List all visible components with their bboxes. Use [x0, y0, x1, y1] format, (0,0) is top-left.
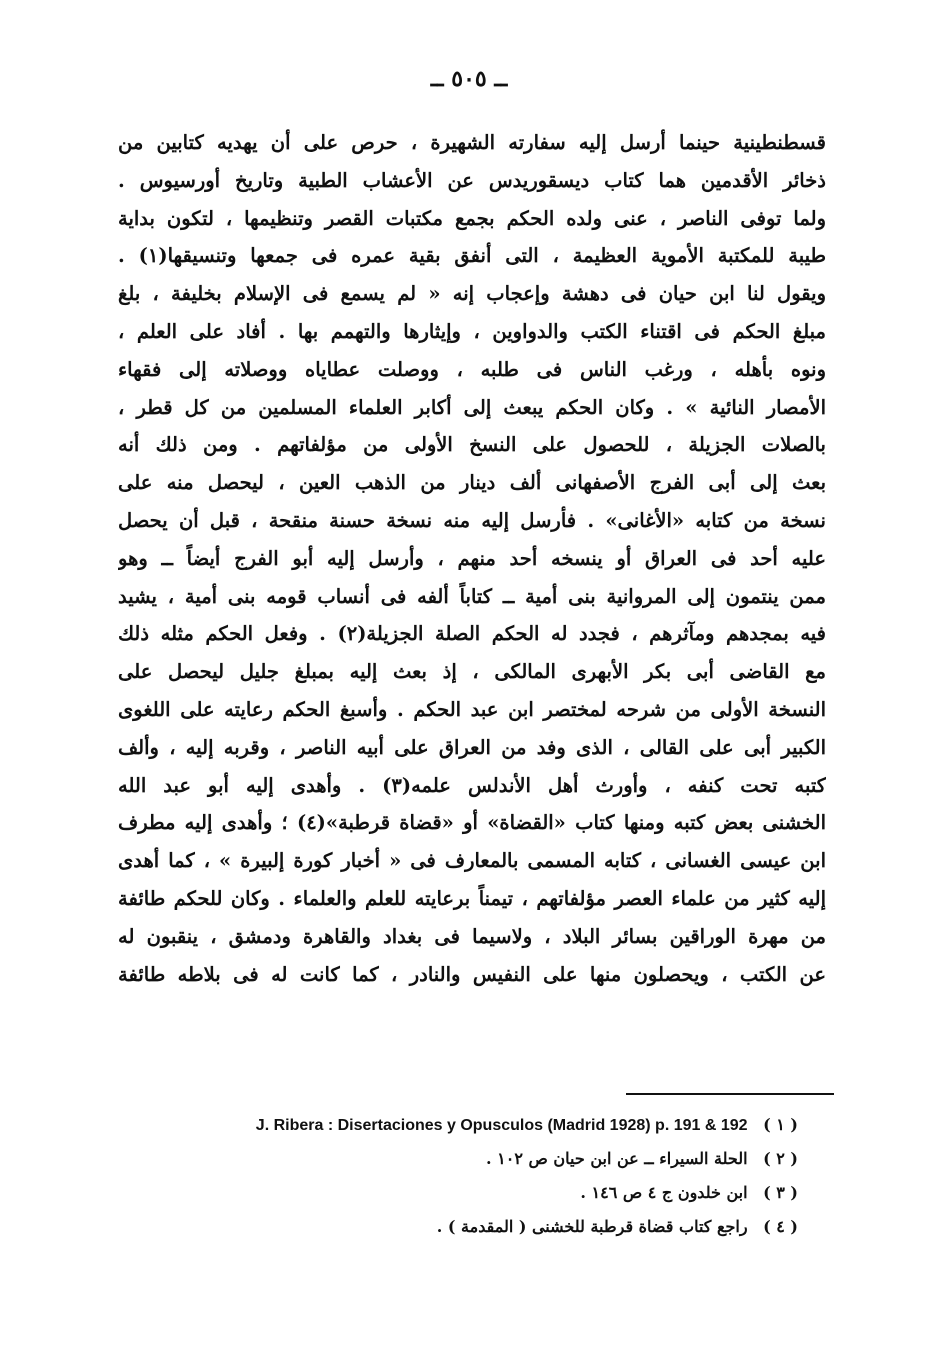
body-line: مبلغ الحكم فى اقتناء الكتب والدواوين ، وإيثارها والتهمم بها . أفاد على العلم ،: [118, 319, 826, 343]
body-text: [118, 124, 826, 993]
body-line: ذخائر الأقدمين هما كتاب ديسقوريدس عن الأعشاب الطبية وتاريخ أورسيوس .: [118, 168, 826, 192]
footnote-2: [138, 1142, 798, 1176]
body-line: عليه أحد فى العراق أو ينسخه أحد منهم ، وأرسل إليه أبو الفرج أيضاً ــ وهو: [118, 546, 826, 570]
body-line: ونوه بأهله ، ورغب الناس فى طلبه ، ووصلت عطاياه ووصلاته إلى فقهاء: [118, 357, 826, 381]
body-line: نسخة من كتابه «الأغانى» . فأرسل إليه منه نسخة حسنة منقحة ، قبل أن يحصل: [118, 508, 826, 532]
body-line: ابن عيسى الغسانى ، كتابه المسمى بالمعارف فى « أخبار كورة إلبيرة » ، كما أهدى: [118, 849, 826, 873]
footnote-number: ( ١ ): [763, 1115, 798, 1134]
body-line: مع القاضى أبى بكر الأبهرى المالكى ، إذ بعث إليه بمبلغ جليل ليحصل على: [118, 660, 826, 684]
footnote-divider: [626, 1093, 834, 1095]
footnotes: [138, 1108, 798, 1244]
body-line: بالصلات الجزيلة ، للحصول على النسخ الأولى من مؤلفاتهم . ومن ذلك أنه: [118, 433, 826, 457]
footnote-4: [138, 1210, 798, 1244]
body-line: ولما توفى الناصر ، عنى ولده الحكم بجمع مكتبات القصر وتنظيمها ، لتكون بداية: [118, 206, 826, 230]
footnote-number: ( ٣ ): [763, 1183, 798, 1202]
body-line: فيه بمجدهم ومآثرهم ، فجدد له الحكم الصلة الجزيلة(٢) . وفعل الحكم مثله ذلك: [118, 622, 826, 646]
body-line: بعث إلى أبى الفرج الأصفهانى ألف دينار من الذهب العين ، ليحصل منه على: [118, 471, 826, 495]
footnote-text: الحلة السيراء ــ عن ابن حيان ص ١٠٢ .: [486, 1149, 748, 1168]
body-line: النسخة الأولى من شرحه لمختصر ابن عبد الحكم . وأسبغ الحكم رعايته على اللغوى: [118, 697, 826, 721]
body-line: من مهرة الوراقين بسائر البلاد ، ولاسيما فى بغداد والقاهرة ودمشق ، ينقبون له: [118, 924, 826, 948]
body-line: قسطنطينية حينما أرسل إليه سفارته الشهيرة ، حرص على أن يهديه كتابين من: [118, 131, 826, 154]
body-line: الخشنى بعض كتبه ومنها كتاب «القضاة» أو «قضاة قرطبة»(٤) ؛ وأهدى إليه مطرف: [118, 811, 826, 835]
body-line: ويقول لنا ابن حيان فى دهشة وإعجاب إنه « لم يسمع فى الإسلام بخليفة ، بلغ: [118, 282, 826, 306]
footnote-1: [138, 1108, 798, 1142]
footnote-number: ( ٤ ): [763, 1217, 798, 1236]
body-line: الكبير أبى على القالى ، الذى وفد من العراق على أبيه الناصر ، وقربه إليه ، وألف: [118, 735, 826, 759]
body-line: كتبه تحت كنفه ، وأورث أهل الأندلس علمه(٣) . وأهدى إليه أبو عبد الله: [118, 773, 826, 797]
footnote-text: J. Ribera : Disertaciones y Opusculos (Madrid 1928) p. 191 & 192: [255, 1117, 748, 1134]
footnote-text: ابن خلدون ج ٤ ص ١٤٦ .: [580, 1183, 748, 1202]
body-line: عن الكتب ، ويحصلون منها على النفيس والنادر ، كما كانت له فى بلاطه طائفة: [118, 962, 826, 986]
body-line: طيبة للمكتبة الأموية العظيمة ، التى أنفق بقية عمره فى جمعها وتنسيقها(١) .: [118, 244, 826, 268]
body-line: إليه كثير من علماء العصر مؤلفاتهم ، تيمناً برعايته للعلم والعلماء . وكان للحكم طائفة: [118, 886, 826, 910]
page-number: ــ ٥٠٥ ــ: [430, 66, 508, 92]
footnote-3: [138, 1176, 798, 1210]
footnote-text: راجع كتاب قضاة قرطبة للخشنى ( المقدمة ) .: [436, 1217, 748, 1236]
body-line: ممن ينتمون إلى المروانية بنى أمية ــ كتاباً ألفه فى أنساب قومه بنى أمية ، يشيد: [118, 584, 826, 608]
body-line: الأمصار النائية » . وكان الحكم يبعث إلى أكابر العلماء المسلمين من كل قطر ،: [118, 395, 826, 419]
footnote-number: ( ٢ ): [763, 1149, 798, 1168]
